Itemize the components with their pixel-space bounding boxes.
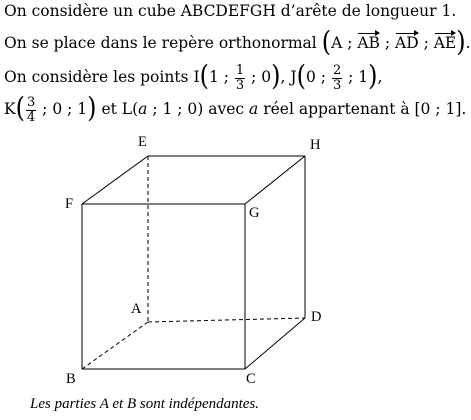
edge-ad-hidden [148,318,305,322]
vertex-label-e: E [138,134,147,150]
vertex-label-c: C [246,371,256,387]
edge-ab-hidden [82,322,148,369]
vertex-label-d: D [311,309,322,325]
vertex-label-g: G [249,205,260,221]
statement-line-2: On se place dans le repère orthonormal (A ; AB ; AD ; AE). [4,25,471,59]
vertex-label-b: B [66,371,76,387]
vector-ae: AE [433,34,457,52]
edge-gh [245,156,305,204]
point-j-name: J [290,68,297,87]
point-k-z: 1 [77,100,88,119]
point-j-y-num: 2 [332,63,342,78]
repere-prefix: On se place dans le repère orthonormal [4,34,317,52]
point-k-name: K [4,100,16,119]
point-l-rest: ; 1 ; 0) avec [147,100,250,119]
statement-line-3: On considère les points I(1 ; $\frac{1}{3}$ ; 0), J(0 ; $\frac{2}{3}$ ; 1), [4,60,383,93]
edge-fe [82,156,148,204]
edge-cd [245,318,305,369]
point-j-x: 0 [305,68,316,87]
statement-line-4: K( $\frac{3}{4}$ ; 0 ; 1) et L(a ; 1 ; 0) avec a réel appartenant à [0 ; 1]. [4,92,467,125]
caption: Les parties A et B sont indépendantes. [30,396,260,412]
vector-ad: AD [395,34,419,52]
point-i-y-den: 3 [235,77,245,93]
point-i-y-num: 1 [235,63,245,78]
cube-statement: On considère un cube ABCDEFGH d’arête de longueur 1. [4,2,457,20]
point-l-prefix: et L( [101,100,139,119]
point-i-x: 1 [208,68,219,87]
param-range: réel appartenant à [0 ; 1]. [258,100,467,119]
point-k-x-den: 4 [26,109,36,125]
vertex-label-h: H [310,137,321,153]
point-j-z: 1 [358,68,369,87]
point-k-x-num: 3 [26,95,36,110]
repere-origin: A [331,34,343,52]
vertex-label-a: A [131,301,142,317]
param-a-2: a [249,100,259,119]
point-k-y: 0 [52,100,63,119]
vector-ab: AB [357,34,380,52]
param-a: a [138,100,148,119]
point-j-y-den: 3 [332,77,342,93]
vertex-label-f: F [65,196,74,212]
point-i-z: 0 [261,68,272,87]
points-prefix: On considère les points [4,68,189,87]
point-i-name: I [193,68,200,87]
